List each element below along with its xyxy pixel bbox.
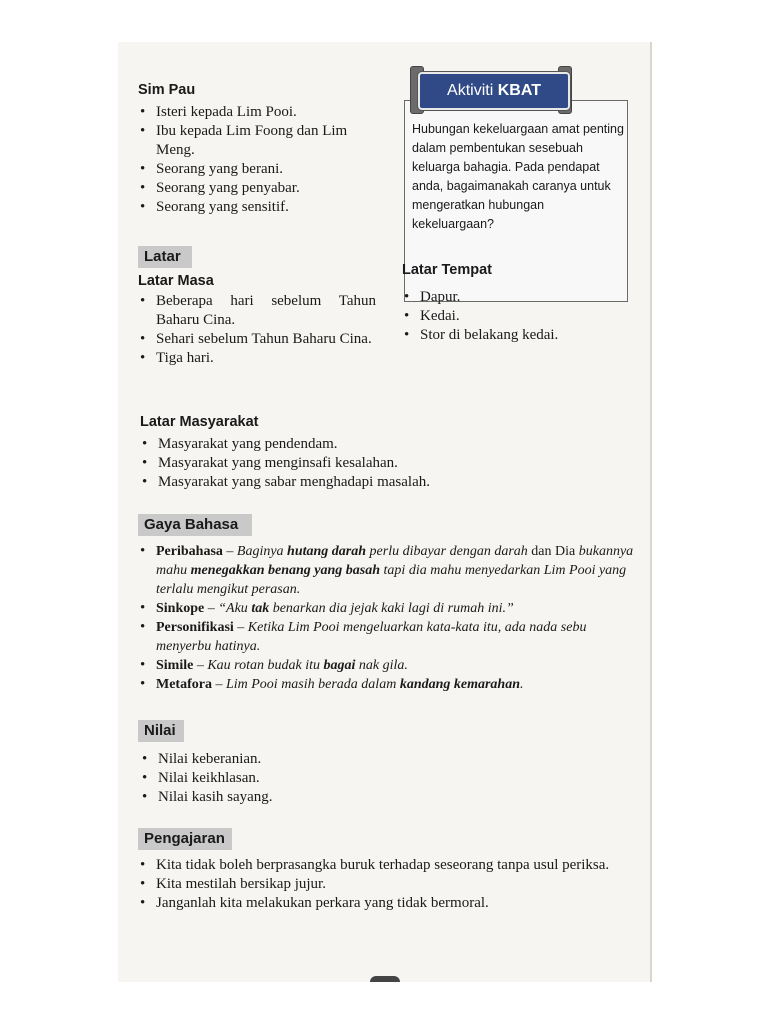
list-item: • Sehari sebelum Tahun Baharu Cina. <box>138 330 376 349</box>
sim-pau-heading: Sim Pau <box>138 82 196 98</box>
list-item: • Beberapa hari sebelum Tahun Baharu Cina. <box>138 292 376 330</box>
example-text: Kau rotan budak itu <box>207 658 324 673</box>
kbat-banner <box>418 72 570 110</box>
kbat-title-prefix: Aktiviti <box>447 82 494 99</box>
latar-heading: Latar <box>138 246 192 268</box>
example-text: tak <box>251 601 270 616</box>
page-number-tab <box>370 976 400 982</box>
list-item: • Kita tidak boleh berprasangka buruk terhadap seseorang tanpa usul periksa. <box>138 856 638 875</box>
example-text: bukannya mahu <box>156 544 634 578</box>
list-item: • Nilai keikhlasan. <box>140 769 440 788</box>
pengajaran-heading: Pengajaran <box>138 828 232 850</box>
list-item: • Isteri kepada Lim Pooi. <box>138 103 388 122</box>
example-text: benarkan dia jejak kaki lagi di rumah ini.” <box>269 601 514 616</box>
list-item: • Seorang yang berani. <box>138 160 388 179</box>
list-item: • Ibu kepada Lim Foong dan Lim Meng. <box>138 122 388 160</box>
pengajaran-list <box>138 856 638 913</box>
kbat-title-bold: KBAT <box>497 82 541 99</box>
example-text: nak gila. <box>355 658 408 673</box>
list-item: • Masyarakat yang menginsafi kesalahan. <box>140 454 600 473</box>
gaya-bahasa-term: Metafora <box>156 677 212 692</box>
list-item: • Nilai kasih sayang. <box>140 788 440 807</box>
latar-masyarakat-heading: Latar Masyarakat <box>140 414 259 430</box>
example-text: hutang darah <box>287 544 367 559</box>
latar-tempat-heading: Latar Tempat <box>402 262 492 278</box>
list-item: • Dapur. <box>402 288 632 307</box>
dash-separator: – <box>204 601 219 616</box>
list-item: • Kedai. <box>402 307 632 326</box>
list-item: • Masyarakat yang sabar menghadapi masalah. <box>140 473 600 492</box>
gaya-bahasa-term: Personifikasi <box>156 620 234 635</box>
gaya-bahasa-item <box>138 618 640 656</box>
list-item: • Kita mestilah bersikap jujur. <box>138 875 638 894</box>
dash-separator: – <box>222 544 237 559</box>
dash-separator: – <box>211 677 226 692</box>
gaya-bahasa-term: Sinkope <box>156 601 205 616</box>
list-item: • Janganlah kita melakukan perkara yang tidak bermoral. <box>138 894 638 913</box>
example-text: tapi dia mahu menyedarkan Lim Pooi yang terlalu mengikut perasan. <box>156 563 627 597</box>
gaya-bahasa-term: Simile <box>156 658 194 673</box>
example-text: “Aku <box>218 601 252 616</box>
latar-masa-heading: Latar Masa <box>138 273 214 289</box>
kbat-question: Hubungan kekeluargaan amat penting dalam pembentukan sesebuah keluarga bahagia. Pada pendapat anda, bagaimanakah caranya untuk mengeratkan hubungan kekeluargaan? <box>412 122 624 231</box>
sim-pau-list <box>138 103 388 217</box>
example-text: Baginya <box>236 544 288 559</box>
latar-masyarakat-list <box>140 435 600 492</box>
list-item: • Seorang yang sensitif. <box>138 198 388 217</box>
gaya-bahasa-item <box>138 542 640 599</box>
gaya-bahasa-list <box>138 542 640 694</box>
latar-masa-list <box>138 292 376 368</box>
list-item: • Tiga hari. <box>138 349 376 368</box>
gaya-bahasa-item <box>138 675 640 694</box>
latar-tempat-list <box>402 288 632 345</box>
gaya-bahasa-item <box>138 599 640 618</box>
gaya-bahasa-term: Peribahasa <box>156 544 223 559</box>
example-text: bagai <box>323 658 356 673</box>
example-text: perlu dibayar dengan darah <box>366 544 528 559</box>
example-text: . <box>520 677 524 692</box>
gaya-bahasa-item <box>138 656 640 675</box>
nilai-heading: Nilai <box>138 720 184 742</box>
gaya-bahasa-heading: Gaya Bahasa <box>138 514 252 536</box>
example-text: kandang kemarahan <box>399 677 521 692</box>
dash-separator: – <box>233 620 248 635</box>
dash-separator: – <box>193 658 208 673</box>
list-item: • Seorang yang penyabar. <box>138 179 388 198</box>
textbook-page <box>118 42 652 982</box>
nilai-list <box>140 750 440 807</box>
list-item: • Masyarakat yang pendendam. <box>140 435 600 454</box>
example-text: Lim Pooi masih berada dalam <box>225 677 400 692</box>
example-text: menegakkan benang yang basah <box>190 563 381 578</box>
list-item: • Nilai keberanian. <box>140 750 440 769</box>
example-text: Ketika Lim Pooi mengeluarkan kata-kata itu, ada nada sebu menyerbu hatinya. <box>156 620 587 654</box>
list-item: • Stor di belakang kedai. <box>402 326 632 345</box>
example-text: dan Dia <box>527 544 579 559</box>
